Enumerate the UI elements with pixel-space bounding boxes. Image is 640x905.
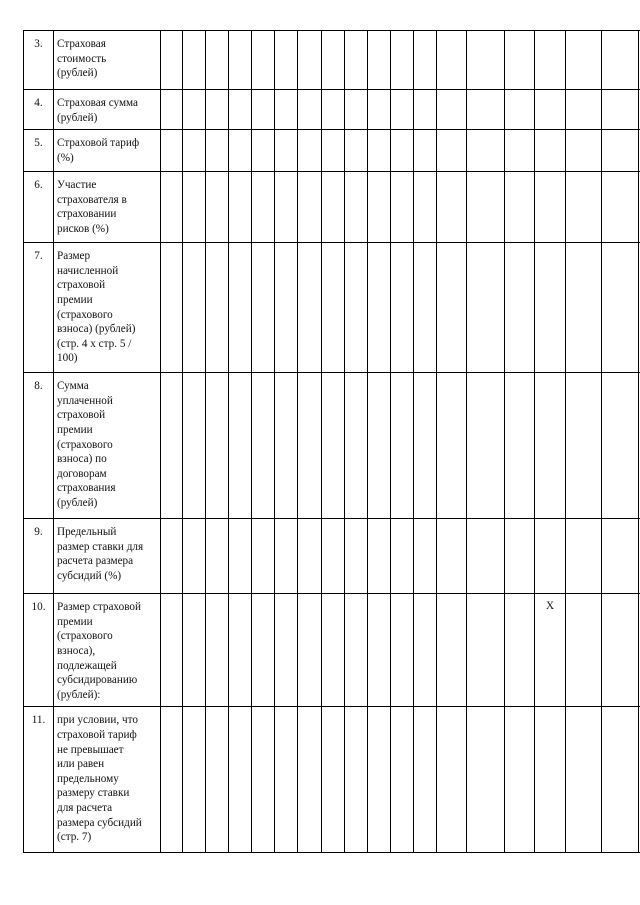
value-cell[interactable] (566, 243, 602, 373)
row-label-line: (рублей) (57, 111, 98, 124)
value-cell[interactable] (566, 130, 602, 172)
value-cell[interactable] (298, 243, 322, 373)
row-label-line: Сумма (57, 380, 89, 393)
row-label-line: (стр. 4 x стр. 5 / (57, 337, 132, 350)
value-cell[interactable] (437, 243, 467, 373)
row-label-line: страховой тариф (57, 728, 137, 741)
value-cell[interactable] (368, 594, 391, 707)
value-cell[interactable] (322, 172, 345, 243)
row-label-line: подлежащей (57, 659, 117, 672)
value-cell[interactable] (206, 594, 229, 707)
value-cell[interactable] (391, 707, 414, 853)
row-label-line: страхователя в (57, 193, 127, 206)
value-cell[interactable] (414, 31, 437, 90)
row-label-line: договорам (57, 467, 107, 480)
row-label-line: Предельный (57, 526, 117, 539)
value-cell[interactable] (437, 373, 467, 519)
value-cell[interactable] (414, 243, 437, 373)
value-cell[interactable] (229, 31, 252, 90)
value-cell[interactable] (183, 519, 206, 594)
row-label (54, 31, 161, 90)
value-cell[interactable] (252, 594, 275, 707)
row-label (54, 519, 161, 594)
row-number: 5. (24, 130, 54, 172)
value-cell[interactable] (467, 707, 505, 853)
value-cell[interactable] (391, 172, 414, 243)
row-label (54, 594, 161, 707)
form-table-body (24, 31, 640, 853)
value-cell[interactable] (602, 373, 639, 519)
value-cell[interactable] (252, 90, 275, 130)
value-cell[interactable] (535, 243, 566, 373)
value-cell[interactable] (322, 90, 345, 130)
value-cell[interactable] (535, 519, 566, 594)
row-number: 4. (24, 90, 54, 130)
value-cell[interactable] (505, 172, 535, 243)
value-cell[interactable] (602, 594, 639, 707)
value-cell[interactable] (437, 707, 467, 853)
table-row (24, 373, 640, 519)
value-cell[interactable] (602, 707, 639, 853)
value-cell[interactable] (183, 707, 206, 853)
row-label-line: Участие (57, 179, 97, 192)
value-cell[interactable] (391, 519, 414, 594)
value-cell[interactable] (602, 172, 639, 243)
value-cell[interactable] (275, 594, 298, 707)
value-cell[interactable] (206, 172, 229, 243)
value-cell[interactable] (183, 172, 206, 243)
row-label-line: стоимость (57, 52, 107, 65)
value-cell[interactable] (414, 519, 437, 594)
value-cell[interactable] (345, 707, 368, 853)
row-label-line: взноса) (рублей) (57, 323, 136, 336)
value-cell[interactable] (414, 373, 437, 519)
value-cell[interactable] (298, 172, 322, 243)
form-table (23, 30, 640, 853)
value-cell[interactable] (206, 243, 229, 373)
row-label-line: для расчета (57, 801, 113, 814)
value-cell[interactable] (467, 519, 505, 594)
value-cell[interactable] (161, 519, 183, 594)
row-label-line: (рублей) (57, 67, 98, 80)
value-cell[interactable] (437, 31, 467, 90)
value-cell[interactable] (229, 90, 252, 130)
row-label-line: субсидий (%) (57, 569, 122, 582)
row-label-line: премии (57, 423, 93, 436)
table-row (24, 243, 640, 373)
value-cell[interactable] (467, 243, 505, 373)
row-label-line: размера субсидий (57, 816, 142, 829)
value-cell[interactable] (566, 90, 602, 130)
row-label (54, 373, 161, 519)
value-cell[interactable] (183, 373, 206, 519)
value-cell[interactable] (183, 31, 206, 90)
row-label-line: расчета размера (57, 555, 134, 568)
value-cell[interactable] (161, 31, 183, 90)
value-cell[interactable] (345, 172, 368, 243)
value-cell[interactable] (183, 594, 206, 707)
value-cell[interactable] (391, 243, 414, 373)
value-cell[interactable] (252, 243, 275, 373)
row-number: 11. (24, 707, 54, 853)
row-label-line: рисков (%) (57, 222, 109, 235)
value-cell[interactable] (161, 373, 183, 519)
value-cell[interactable] (437, 130, 467, 172)
value-cell[interactable] (467, 172, 505, 243)
row-label-line: премии (57, 293, 93, 306)
value-cell[interactable] (566, 373, 602, 519)
row-label-line: страховании (57, 208, 117, 221)
value-cell[interactable] (414, 594, 437, 707)
value-cell[interactable] (535, 31, 566, 90)
value-cell[interactable] (183, 243, 206, 373)
value-cell[interactable] (391, 90, 414, 130)
row-label-line: (рублей) (57, 496, 98, 509)
value-cell[interactable] (368, 707, 391, 853)
value-cell[interactable] (322, 707, 345, 853)
value-cell[interactable] (275, 130, 298, 172)
value-cell[interactable] (467, 594, 505, 707)
value-cell[interactable] (322, 31, 345, 90)
value-cell[interactable] (161, 130, 183, 172)
value-cell[interactable] (206, 130, 229, 172)
row-label-line: 100) (57, 352, 78, 365)
row-number: 10. (24, 594, 54, 707)
value-cell[interactable] (161, 243, 183, 373)
row-label-line: страховой (57, 409, 106, 422)
value-cell[interactable] (467, 90, 505, 130)
value-cell[interactable] (275, 373, 298, 519)
value-cell[interactable] (298, 31, 322, 90)
row-label-line: (страхового (57, 630, 113, 643)
value-cell[interactable] (252, 707, 275, 853)
value-cell[interactable] (467, 130, 505, 172)
value-cell[interactable] (602, 243, 639, 373)
value-cell[interactable] (505, 31, 535, 90)
value-cell[interactable] (345, 31, 368, 90)
value-cell[interactable] (467, 373, 505, 519)
value-cell[interactable] (206, 373, 229, 519)
value-cell[interactable] (505, 519, 535, 594)
value-cell[interactable] (161, 594, 183, 707)
value-cell[interactable] (505, 594, 535, 707)
value-cell[interactable] (566, 594, 602, 707)
row-label-line: Страховая сумма (57, 97, 139, 109)
value-cell[interactable] (183, 130, 206, 172)
value-cell[interactable] (298, 594, 322, 707)
value-cell[interactable] (161, 172, 183, 243)
value-cell[interactable] (345, 373, 368, 519)
value-cell[interactable] (535, 373, 566, 519)
value-cell[interactable] (298, 130, 322, 172)
value-cell[interactable] (505, 373, 535, 519)
row-label-line: при условии, что (57, 714, 138, 727)
value-cell[interactable] (322, 594, 345, 707)
row-number: 3. (24, 31, 54, 90)
row-number: 8. (24, 373, 54, 519)
value-cell[interactable] (566, 707, 602, 853)
value-cell[interactable] (391, 130, 414, 172)
value-cell[interactable] (298, 519, 322, 594)
value-cell[interactable] (275, 707, 298, 853)
value-cell[interactable] (229, 707, 252, 853)
value-cell[interactable] (535, 130, 566, 172)
row-label-line: или равен (57, 758, 105, 771)
value-cell[interactable] (322, 519, 345, 594)
value-cell[interactable] (322, 130, 345, 172)
row-label-line: взноса) по (57, 453, 107, 466)
value-cell[interactable] (391, 31, 414, 90)
row-label-line: не превышает (57, 743, 124, 756)
value-cell[interactable] (437, 519, 467, 594)
value-cell[interactable] (437, 172, 467, 243)
table-row (24, 31, 640, 90)
value-cell[interactable] (467, 31, 505, 90)
value-cell[interactable] (298, 707, 322, 853)
value-cell[interactable] (602, 130, 639, 172)
value-cell[interactable] (229, 519, 252, 594)
value-cell[interactable] (368, 31, 391, 90)
value-cell[interactable] (229, 243, 252, 373)
value-cell[interactable] (229, 373, 252, 519)
value-cell[interactable] (535, 707, 566, 853)
row-label-line: предельному (57, 772, 119, 785)
table-row (24, 707, 640, 853)
value-cell[interactable] (229, 594, 252, 707)
value-cell[interactable] (275, 243, 298, 373)
value-cell[interactable] (368, 90, 391, 130)
value-cell[interactable] (391, 373, 414, 519)
value-cell-marked[interactable]: X (535, 594, 566, 707)
value-cell[interactable] (298, 373, 322, 519)
value-cell[interactable] (505, 243, 535, 373)
row-label-line: взноса), (57, 644, 96, 657)
row-label-line: (страхового (57, 308, 113, 321)
value-cell[interactable] (566, 172, 602, 243)
value-cell[interactable] (252, 519, 275, 594)
value-cell[interactable] (535, 172, 566, 243)
value-cell[interactable] (275, 31, 298, 90)
table-row (24, 594, 640, 707)
value-cell[interactable] (206, 90, 229, 130)
table-row (24, 130, 640, 172)
value-cell[interactable] (252, 130, 275, 172)
value-cell[interactable] (275, 90, 298, 130)
value-cell[interactable] (345, 130, 368, 172)
row-label-line: Размер (57, 250, 91, 263)
table-row (24, 90, 640, 130)
value-cell[interactable] (414, 130, 437, 172)
row-label-line: субсидированию (57, 674, 138, 687)
row-label-line: страхования (57, 482, 116, 495)
value-cell[interactable] (505, 707, 535, 853)
value-cell[interactable] (229, 130, 252, 172)
value-cell[interactable] (368, 172, 391, 243)
value-cell[interactable] (206, 707, 229, 853)
value-cell[interactable] (437, 594, 467, 707)
value-cell[interactable] (368, 130, 391, 172)
row-label-line: (страхового (57, 438, 113, 451)
value-cell[interactable] (391, 594, 414, 707)
value-cell[interactable] (298, 90, 322, 130)
value-cell[interactable] (505, 90, 535, 130)
value-cell[interactable] (368, 243, 391, 373)
value-cell[interactable] (602, 31, 639, 90)
row-label-line: размер ставки для (57, 540, 144, 553)
value-cell[interactable] (345, 519, 368, 594)
value-cell[interactable] (206, 31, 229, 90)
value-cell[interactable] (566, 519, 602, 594)
row-label (54, 130, 161, 172)
value-cell[interactable] (414, 172, 437, 243)
table-row (24, 519, 640, 594)
row-label-line: премии (57, 615, 93, 628)
value-cell[interactable] (275, 519, 298, 594)
row-number: 9. (24, 519, 54, 594)
row-label-line: уплаченной (57, 394, 113, 407)
row-label-line: (%) (57, 151, 74, 164)
value-cell[interactable] (183, 90, 206, 130)
value-cell[interactable] (206, 519, 229, 594)
value-cell[interactable] (437, 90, 467, 130)
value-cell[interactable] (322, 243, 345, 373)
value-cell[interactable] (414, 707, 437, 853)
value-cell[interactable] (252, 172, 275, 243)
value-cell[interactable] (368, 519, 391, 594)
value-cell[interactable] (345, 243, 368, 373)
value-cell[interactable] (535, 90, 566, 130)
value-cell[interactable] (322, 373, 345, 519)
row-label (54, 243, 161, 373)
value-cell[interactable] (275, 172, 298, 243)
value-cell[interactable] (602, 90, 639, 130)
row-label (54, 707, 161, 853)
row-label-line: Страховой тариф (57, 137, 140, 150)
value-cell[interactable] (505, 130, 535, 172)
row-label (54, 172, 161, 243)
value-cell[interactable] (161, 707, 183, 853)
row-label-line: размеру ставки (57, 787, 130, 800)
value-cell[interactable] (252, 373, 275, 519)
value-cell[interactable] (602, 519, 639, 594)
value-cell[interactable] (229, 172, 252, 243)
value-cell[interactable] (345, 594, 368, 707)
table-row (24, 172, 640, 243)
value-cell[interactable] (368, 373, 391, 519)
row-label-line: (стр. 7) (57, 831, 92, 844)
row-label-line: начисленной (57, 264, 119, 277)
value-cell[interactable] (252, 31, 275, 90)
value-cell[interactable] (161, 90, 183, 130)
row-number: 6. (24, 172, 54, 243)
row-number: 7. (24, 243, 54, 373)
row-label-line: страховой (57, 279, 106, 292)
value-cell[interactable] (414, 90, 437, 130)
row-label-line: (рублей): (57, 688, 101, 701)
value-cell[interactable] (345, 90, 368, 130)
value-cell[interactable] (566, 31, 602, 90)
row-label-line: Размер страховой (57, 601, 141, 614)
row-label-line: Страховая (57, 38, 106, 50)
row-label (54, 90, 161, 130)
